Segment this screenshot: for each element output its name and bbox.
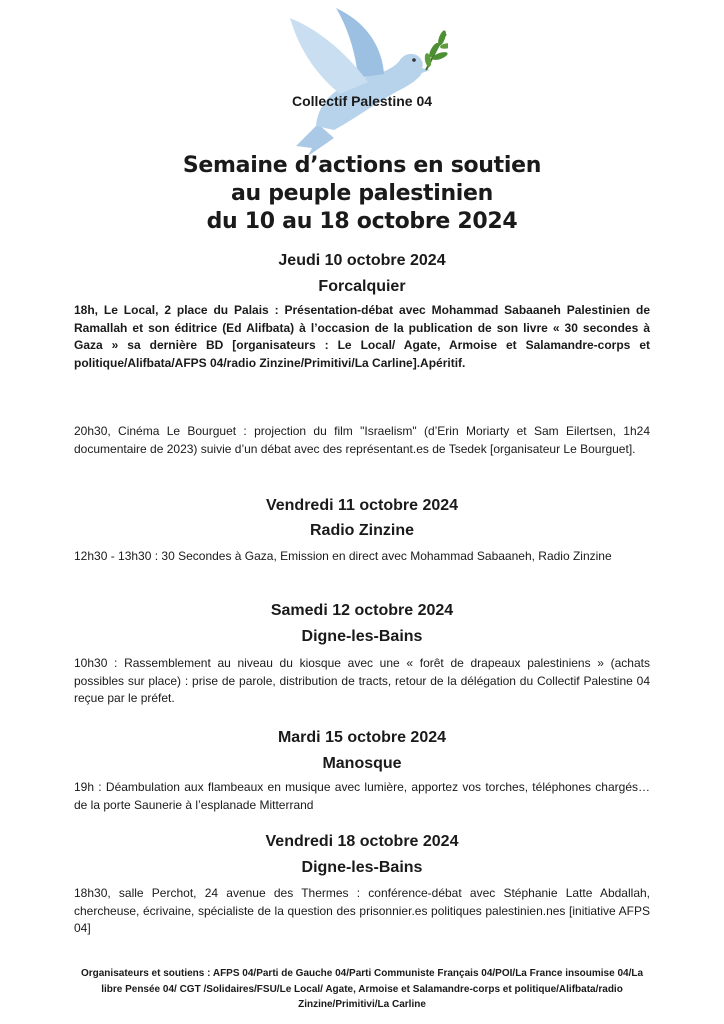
organisation-name: Collectif Palestine 04 [291, 93, 433, 109]
event-place: Digne-les-Bains [301, 628, 423, 645]
event-description: 19h : Déambulation aux flambeaux en musique avec lumière, apportez vos torches, téléphones chargés… de la porte Saunerie à l’esplanade Mitterrand [74, 780, 650, 812]
event-description: 18h30, salle Perchot, 24 avenue des Thermes : conférence-débat avec Stéphanie Latte Abdallah, chercheuse, écrivaine, spécialiste de la question des prisonnier.es politiques palestinien.nes [initiative AFPS 04] [74, 886, 650, 936]
page-title [0, 152, 724, 236]
event-description: 20h30, Cinéma Le Bourguet : projection du film "Israelism" (d’Erin Moriarty et Sam Eilertsen, 1h24 documentaire de 2023) suivie d’un débat avec des représentant.es de Tsedek [organisateur Le Bourguet]. [74, 424, 650, 456]
dove-olive-branch-icon [278, 6, 448, 156]
event-day: Vendredi 11 octobre 2024 [265, 497, 459, 514]
event-day: Jeudi 10 octobre 2024 [278, 252, 446, 269]
event-place: Manosque [322, 755, 402, 772]
event-day: Vendredi 18 octobre 2024 [265, 833, 459, 850]
event-place: Radio Zinzine [310, 522, 414, 539]
event-day: Mardi 15 octobre 2024 [277, 729, 447, 746]
event-description: 12h30 - 13h30 : 30 Secondes à Gaza, Emission en direct avec Mohammad Sabaaneh, Radio Zinzine [74, 549, 612, 563]
event-place: Digne-les-Bains [301, 859, 423, 876]
event-place: Forcalquier [318, 278, 406, 295]
organisers-footer: Organisateurs et soutiens : AFPS 04/Parti de Gauche 04/Parti Communiste Français 04/POI/La France insoumise 04/La libre Pensée 04/ CGT /Solidaires/FSU/Le Local/ Agate, Armoise et Salamandre-corps et politique/Alifbata/radio Zinzine/Primitivi/La Carline [80, 968, 644, 1010]
event-description: 18h, Le Local, 2 place du Palais : Présentation-débat avec Mohammad Sabaaneh Palestinien de Ramallah et son éditrice (Ed Alifbata) à l’occasion de la publication de son livre « 30 secondes à Gaza » sa dernière BD [organisateurs : Le Local/ Agate, Armoise et Salamandre-corps et politique/Alifbata/AFPS 04/radio Zinzine/Primitivi/La Carline].Apéritif. [74, 303, 650, 370]
title-line: Semaine d’actions en soutien [182, 153, 542, 178]
event-description: 10h30 : Rassemblement au niveau du kiosque avec une « forêt de drapeaux palestiniens » (achats possibles sur place) : prise de parole, distribution de tracts, retour de la délégation du Collectif Palestine 04 reçue par le préfet. [74, 656, 650, 706]
title-line: du 10 au 18 octobre 2024 [206, 209, 518, 234]
title-line: au peuple palestinien [230, 181, 494, 206]
event-day: Samedi 12 octobre 2024 [270, 602, 454, 619]
